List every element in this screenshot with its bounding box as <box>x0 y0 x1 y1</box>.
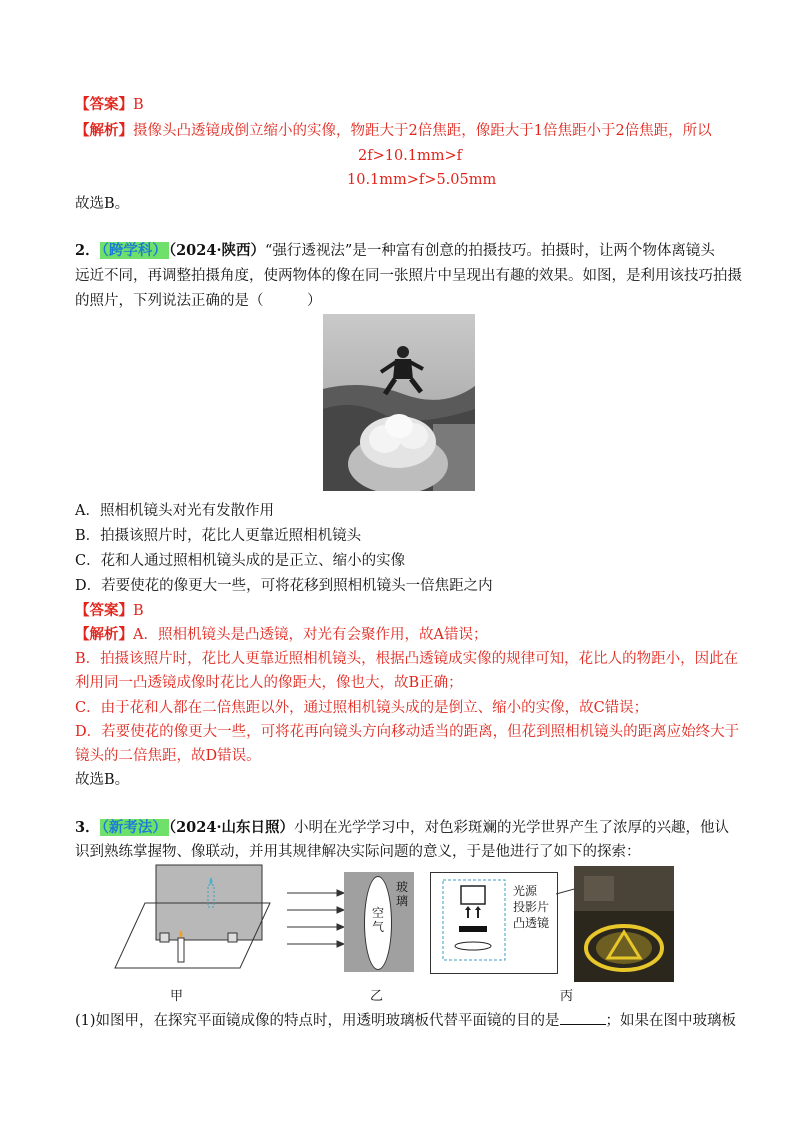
label-light-source: 光源 <box>513 884 538 898</box>
q3-stem-line-1 <box>75 818 729 838</box>
q2-analysis-line-2: B．拍摄该照片时，花比人更靠近照相机镜头，根据凸透镜成实像的规律可知，花比人的物距小，因此在 <box>75 651 739 667</box>
q2-answer <box>75 601 144 621</box>
q1-analysis <box>75 121 712 141</box>
q2-stem-line-2: 远近不同，再调整拍摄角度，使两物体的像在同一张照片中呈现出有趣的效果。如图，是利用该技巧拍摄 <box>75 268 742 284</box>
category-tag: （新考法） <box>101 819 167 836</box>
q2-option-a: A．照相机镜头对光有发散作用 <box>75 503 274 519</box>
answer-value: B <box>133 603 144 619</box>
analysis-tag: 【解析】 <box>75 626 133 643</box>
q3-subquestion-1 <box>75 1010 736 1031</box>
answer-blank[interactable] <box>560 1010 606 1025</box>
stem-text: “强行透视法”是一种富有创意的拍摄技巧。拍摄时，让两个物体离镜头 <box>265 243 715 259</box>
question-number: 3． <box>75 819 100 836</box>
figure-bing-projector <box>430 872 558 974</box>
air-label: 空气 <box>371 906 384 934</box>
figure-yi-glass-block <box>344 872 414 972</box>
answer-tag: 【答案】 <box>75 96 133 113</box>
subquestion-text-cont: ；如果在图中玻璃板 <box>605 1013 737 1029</box>
q1-equation-2: 10.1mm>f>5.05mm <box>347 172 497 188</box>
projector-diagram <box>441 878 511 963</box>
category-tag: （跨学科） <box>101 242 167 259</box>
projection-photo <box>574 866 674 982</box>
projector-labels <box>513 883 549 931</box>
caption-bing: 丙 <box>560 989 574 1004</box>
q1-answer <box>75 95 144 115</box>
analysis-text: 摄像头凸透镜成倒立缩小的实像，物距大于2倍焦距，像距大于1倍焦距小于2倍焦距，所以 <box>133 123 712 139</box>
q2-option-b: B．拍摄该照片时，花比人更靠近照相机镜头 <box>75 528 362 544</box>
answer-tag: 【答案】 <box>75 602 133 619</box>
question-source: （2024·山东日照） <box>168 819 294 836</box>
question-source: （2024·陕西） <box>168 242 265 259</box>
question-number: 2． <box>75 242 100 259</box>
q2-option-d: D．若要使花的像更大一些，可将花移到照相机镜头一倍焦距之内 <box>75 578 493 594</box>
analysis-tag: 【解析】 <box>75 122 133 139</box>
label-slide: 投影片 <box>513 900 550 914</box>
glass-label: 玻璃 <box>396 880 409 908</box>
q2-stem-line-1 <box>75 241 715 261</box>
q2-analysis-line-5: D．若要使花的像更大一些，可将花再向镜头方向移动适当的距离，但花到照相机镜头的距离应始终大于 <box>75 724 740 740</box>
subquestion-text: (1)如图甲，在探究平面镜成像的特点时，用透明玻璃板代替平面镜的目的是 <box>75 1013 560 1029</box>
q1-conclusion: 故选B。 <box>75 196 130 212</box>
caption-jia: 甲 <box>170 989 184 1004</box>
q2-analysis-line-1 <box>75 625 487 645</box>
q2-stem-line-3: 的照片，下列说法正确的是（ ） <box>75 293 322 309</box>
q2-analysis-line-6: 镜头的二倍焦距，故D错误。 <box>75 748 261 764</box>
q1-equation-1: 2f>10.1mm>f <box>358 148 463 164</box>
caption-yi: 乙 <box>370 989 384 1004</box>
q3-stem-line-2: 识到熟练掌握物、像联动，并用其规律解决实际问题的意义，于是他进行了如下的探索： <box>75 844 641 860</box>
q2-analysis-line-4: C．由于花和人都在二倍焦距以外，通过照相机镜头成的是倒立、缩小的实像，故C错误； <box>75 700 649 716</box>
answer-value: B <box>133 97 144 113</box>
figure-jia-plane-mirror <box>110 863 280 973</box>
q2-analysis-line-3: 利用同一凸透镜成像时花比人的像距大，像也大，故B正确； <box>75 675 463 691</box>
forced-perspective-photo <box>323 314 475 491</box>
q2-conclusion: 故选B。 <box>75 772 130 788</box>
q2-option-c: C．花和人通过照相机镜头成的是正立、缩小的实像 <box>75 553 406 569</box>
incident-light-arrows <box>287 883 345 953</box>
label-convex-lens: 凸透镜 <box>513 916 550 930</box>
stem-text: 小明在光学学习中，对色彩斑斓的光学世界产生了浓厚的兴趣，他认 <box>294 820 729 836</box>
analysis-text: A．照相机镜头是凸透镜，对光有会聚作用，故A错误； <box>133 627 488 643</box>
